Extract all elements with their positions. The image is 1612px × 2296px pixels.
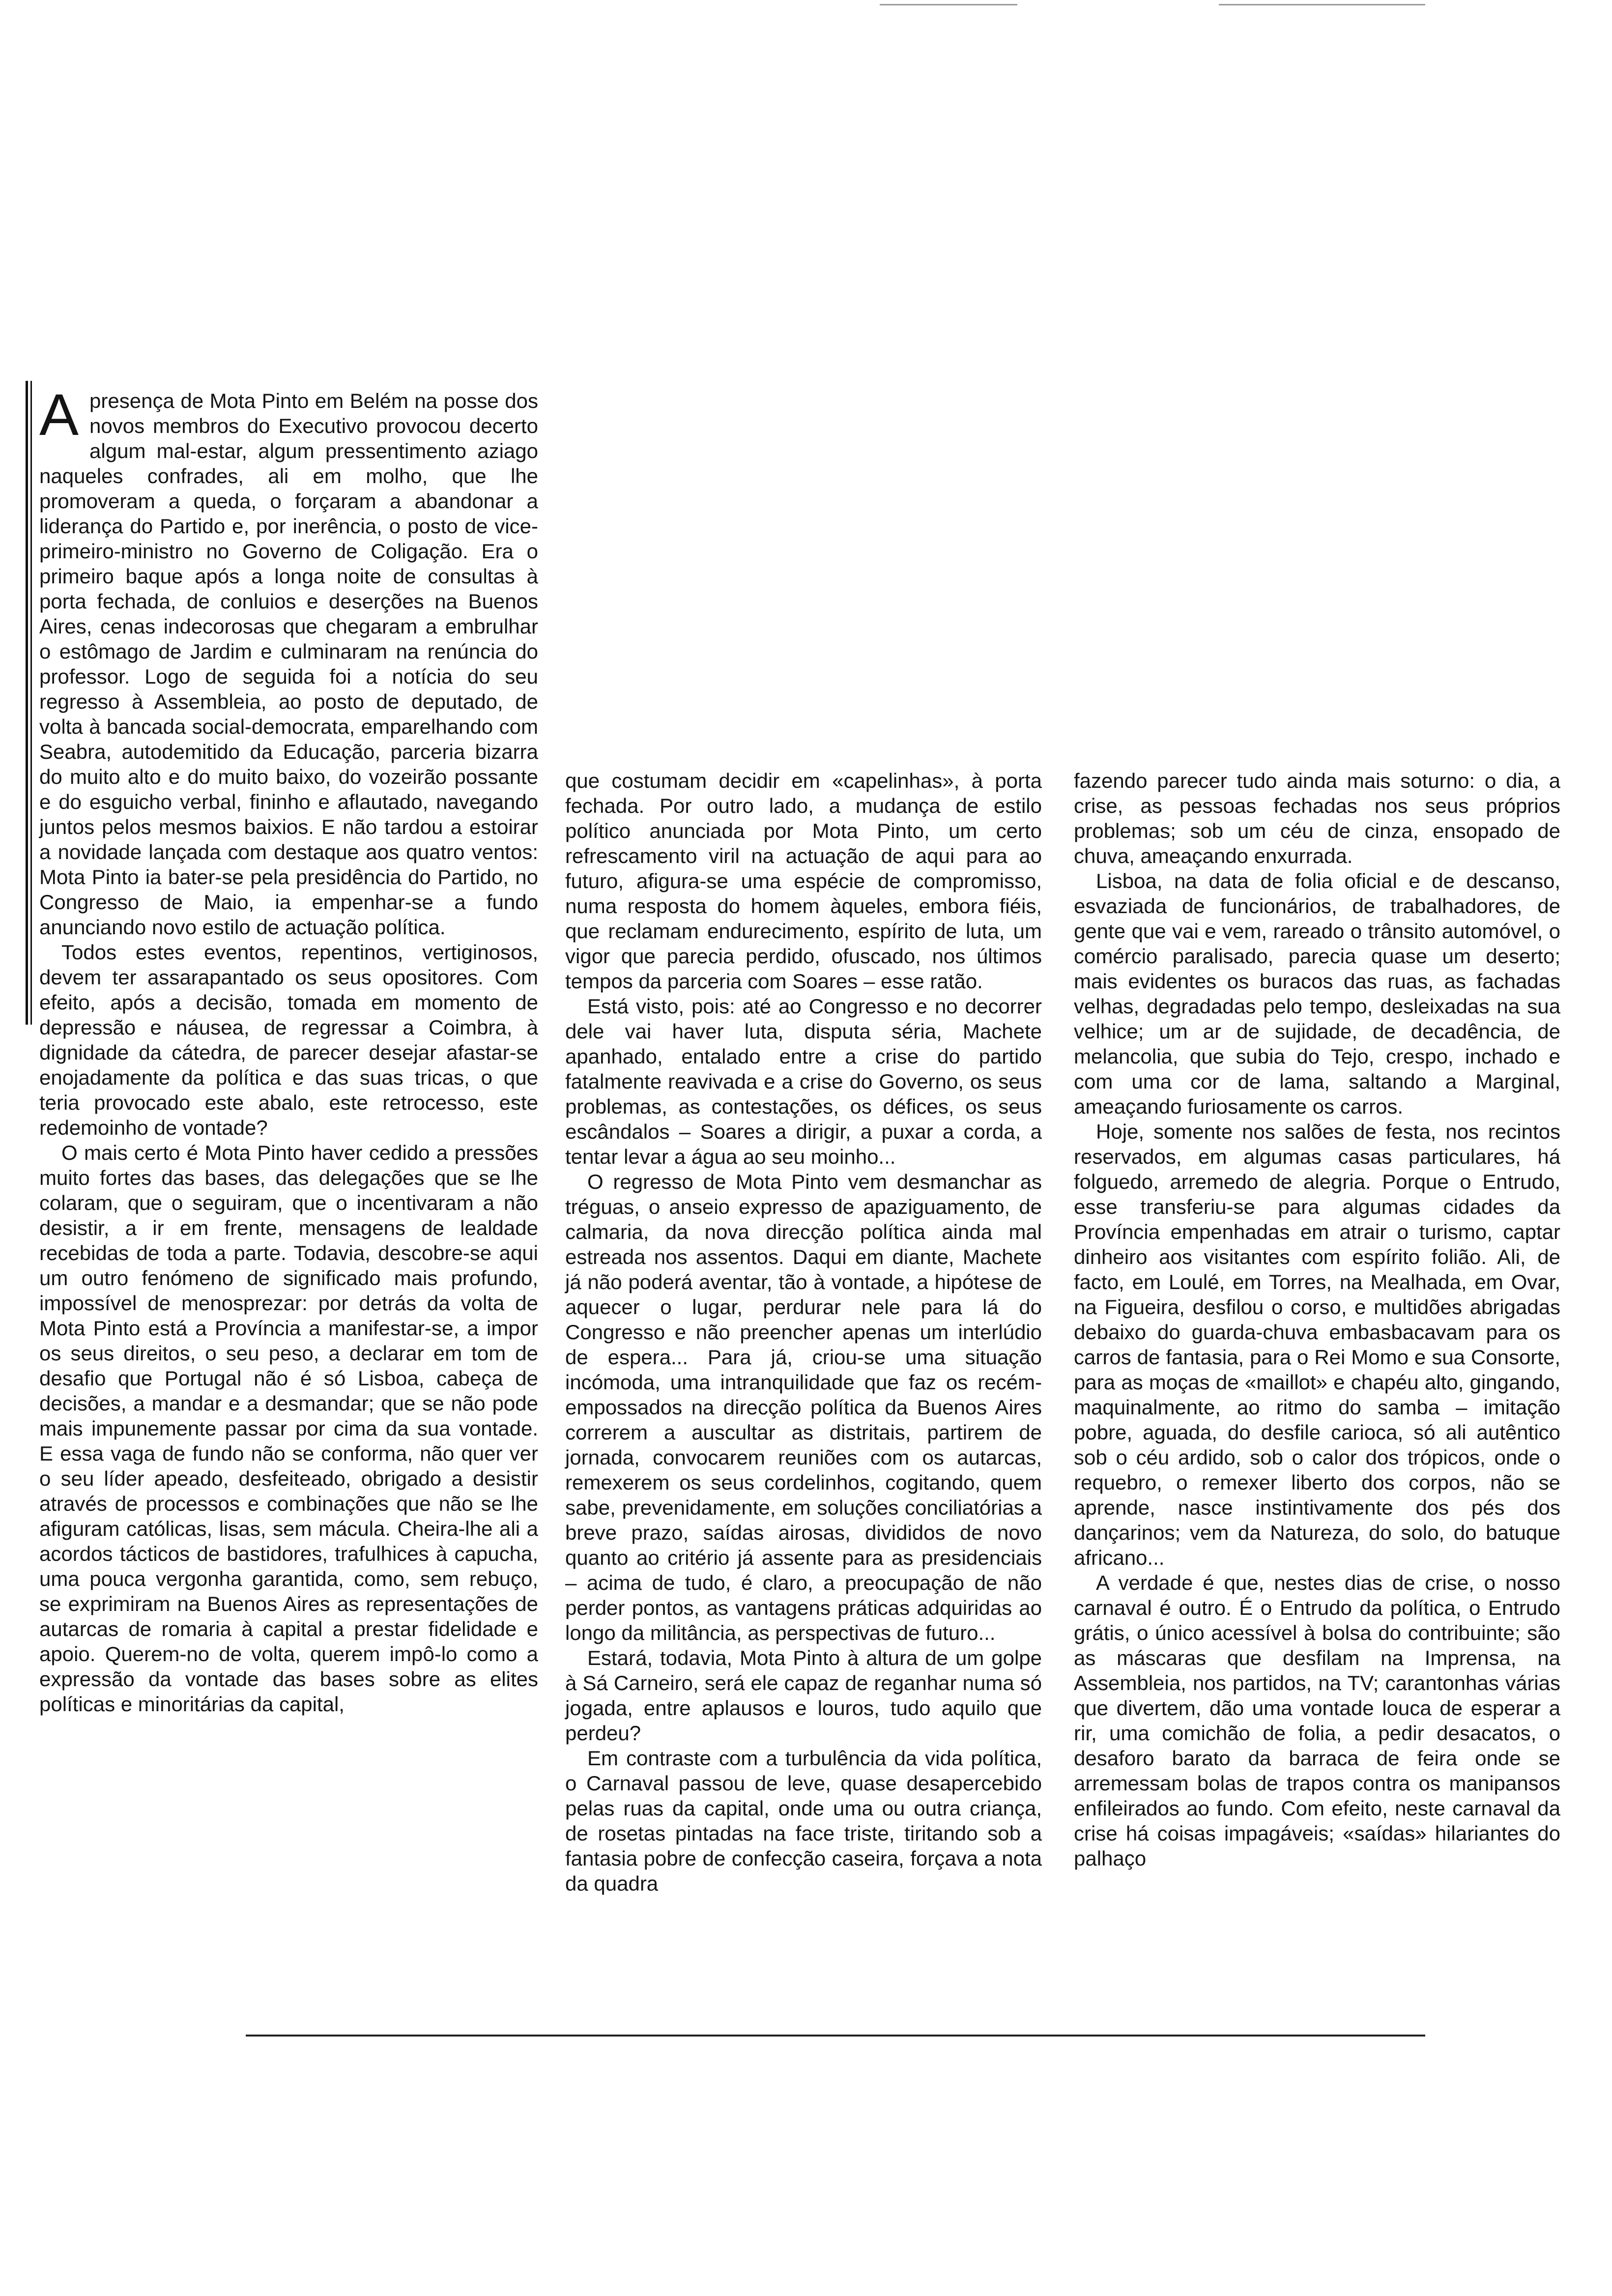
article-paragraph: fazendo parecer tudo ainda mais soturno: o dia, a crise, as pessoas fechadas nos seus próprios problemas; sob um céu de cinza, ensopado de chuva, ameaçando enxurrada. xyxy=(1074,769,1560,867)
column-rule-left-inner xyxy=(30,381,32,1025)
scan-artifact-line xyxy=(1219,4,1425,5)
article-paragraph: que costumam decidir em «capelinhas», à porta fechada. Por outro lado, a mudança de estilo político anunciada por Mota Pinto, um certo refrescamento viril na actuação de aqui para ao futuro, afigura-se uma espécie de compromisso, numa resposta do homem àqueles, embora fiéis, que reclamam endurecimento, espírito de luta, um vigor que parecia perdido, ofuscado, nos últimos tempos da parceria com Soares – esse ratão. xyxy=(565,769,1042,993)
article-paragraph: O regresso de Mota Pinto vem desmanchar as tréguas, o anseio expresso de apaziguamento, de calmaria, da nova direcção política ainda mal estreada nos assentos. Daqui em diante, Machete já não poderá aventar, tão à vontade, a hipótese de aquecer o lugar, perdurar nele para lá do Congresso e não preencher apenas um interlúdio de espera... Para já, criou-se uma situação incómoda, uma intranquilidade que faz os recém-empossados na direcção política da Buenos Aires correrem a auscultar as distritais, partirem de jornada, convocarem reuniões com os autarcas, remexerem os seus cordelinhos, cogitando, quem sabe, prevenidamente, em soluções conciliatórias a breve prazo, saídas airosas, divididos de novo quanto ao critério já assente para as presidenciais – acima de tudo, é claro, a preocupação de não perder pontos, as vantagens práticas adquiridas ao longo da militância, as perspectivas de futuro... xyxy=(565,1170,1042,1644)
article-paragraph: Hoje, somente nos salões de festa, nos recintos reservados, em algumas casas particulares, há folguedo, arremedo de alegria. Porque o Entrudo, esse transferiu-se para algumas cidades da Província empenhadas em atrair o turismo, captar dinheiro aos visitantes com espírito folião. Ali, de facto, em Loulé, em Torres, na Mealhada, em Ovar, na Figueira, desfilou o corso, e multidões abrigadas debaixo do guarda-chuva embasbacavam para os carros de fantasia, para o Rei Momo e sua Consorte, para as moças de «maillot» e chapéu alto, gingando, maquinalmente, ao ritmo do samba – imitação pobre, aguada, do desfile carioca, só ali autêntico sob o céu ardido, sob o calor dos trópicos, onde o requebro, o remexer liberto dos corpos, não se aprende, nasce instintivamente dos pés dos dançarinos; vem da Natureza, do solo, do batuque africano... xyxy=(1074,1120,1560,1569)
article-paragraph: Está visto, pois: até ao Congresso e no decorrer dele vai haver luta, disputa séria, Machete apanhado, entalado entre a crise do partido fatalmente reavivada e a crise do Governo, os seus problemas, as contestações, os défices, os seus escândalos – Soares a dirigir, a puxar a corda, a tentar levar a água ao seu moinho... xyxy=(565,995,1042,1168)
article-column-1 xyxy=(39,382,538,1717)
article-paragraph: O mais certo é Mota Pinto haver cedido a pressões muito fortes das bases, das delegações que se lhe colaram, que o seguiram, que o incentivaram a não desistir, a ir em frente, mensagens de lealdade recebidas de toda a parte. Todavia, descobre-se aqui um outro fenómeno de significado mais profundo, impossível de menosprezar: por detrás da volta de Mota Pinto está a Província a manifestar-se, a impor os seus direitos, o seu peso, a declarar em tom de desafio que Portugal não é só Lisboa, cabeça de decisões, a mandar e a desmandar; que se não pode mais impunemente passar por cima da sua vontade. E essa vaga de fundo não se conforma, não quer ver o seu líder apeado, desfeiteado, obrigado a desistir através de processos e combinações que não se lhe afiguram católicas, lisas, sem mácula. Cheira-lhe ali a acordos tácticos de bastidores, trafulhices à capucha, uma pouca vergonha garantida, como, sem rebuço, se exprimiram na Buenos Aires as representações de autarcas de romaria à capital a prestar fidelidade e apoio. Querem-no de volta, querem impô-lo como a expressão da vontade das bases sobre as elites políticas e minoritárias da capital, xyxy=(39,1141,538,1716)
article-paragraph: A verdade é que, nestes dias de crise, o nosso carnaval é outro. É o Entrudo da política, o Entrudo grátis, o único acessível à bolsa do contribuinte; são as máscaras que desfilam na Imprensa, na Assembleia, nos partidos, na TV; carantonhas várias que divertem, dão uma vontade louca de esperar a rir, uma comichão de folia, a pedir desacatos, o desaforo barato da barraca de feira onde se arremessam bolas de trapos contra os manipansos enfileirados ao fundo. Com efeito, neste carnaval da crise há coisas impagáveis; «saídas» hilariantes do palhaço xyxy=(1074,1571,1560,1870)
article-paragraph: Lisboa, na data de folia oficial e de descanso, esvaziada de funcionários, de trabalhadores, de gente que vai e vem, rareado o trânsito automóvel, o comércio paralisado, parecia quase um deserto; mais evidentes os buracos das ruas, as fachadas velhas, degradadas pelo tempo, desleixadas na sua velhice; um ar de sujidade, de decadência, de melancolia, que subia do Tejo, crespo, inchado e com uma cor de lama, saltando a Marginal, ameaçando furiosamente os carros. xyxy=(1074,869,1560,1118)
article-paragraph: Em contraste com a turbulência da vida política, o Carnaval passou de leve, quase desapercebido pelas ruas da capital, onde uma ou outra criança, de rosetas pintadas na face triste, tiritando sob a fantasia pobre de confecção caseira, forçava a nota da quadra xyxy=(565,1747,1042,1895)
article-paragraph: A presença de Mota Pinto em Belém na posse dos novos membros do Executivo provocou decerto algum mal-estar, algum pressentimento aziago naqueles confrades, ali em molho, que lhe promoveram a queda, o forçaram a abandonar a liderança do Partido e, por inerência, o posto de vice-primeiro-ministro no Governo de Coligação. Era o primeiro baque após a longa noite de consultas à porta fechada, de conluios e deserções na Buenos Aires, cenas indecorosas que chegaram a embrulhar o estômago de Jardim e culminaram na renúncia do professor. Logo de seguida foi a notícia do seu regresso à Assembleia, ao posto de deputado, de volta à bancada social-democrata, emparelhando com Seabra, autodemitido da Educação, parceria bizarra do muito alto e do muito baixo, do vozeirão possante e do esguicho verbal, fininho e aflautado, navegando juntos pelos mesmos baixios. E não tardou a estoirar a novidade lançada com destaque aos quatro ventos: Mota Pinto ia bater-se pela presidência do Partido, no Congresso de Maio, ia empenhar-se a fundo anunciando novo estilo de actuação política. xyxy=(39,382,538,939)
bottom-rule xyxy=(246,2035,1425,2037)
column-rule-left xyxy=(26,381,28,1025)
article-column-3 xyxy=(1074,768,1560,1871)
article-paragraph: Estará, todavia, Mota Pinto à altura de um golpe à Sá Carneiro, será ele capaz de reganhar numa só jogada, entre aplausos e louros, tudo aquilo que perdeu? xyxy=(565,1646,1042,1745)
drop-cap: A xyxy=(39,382,79,448)
article-paragraph: Todos estes eventos, repentinos, vertiginosos, devem ter assarapantado os seus opositores. Com efeito, após a decisão, tomada em momento de depressão e náusea, de regressar a Coimbra, à dignidade da cátedra, de parecer desejar afastar-se enojadamente da política e das suas tricas, o que teria provocado este abalo, este retrocesso, este redemoinho de vontade? xyxy=(39,941,538,1139)
article-column-2 xyxy=(565,768,1042,1896)
scan-artifact-line xyxy=(880,4,1017,5)
